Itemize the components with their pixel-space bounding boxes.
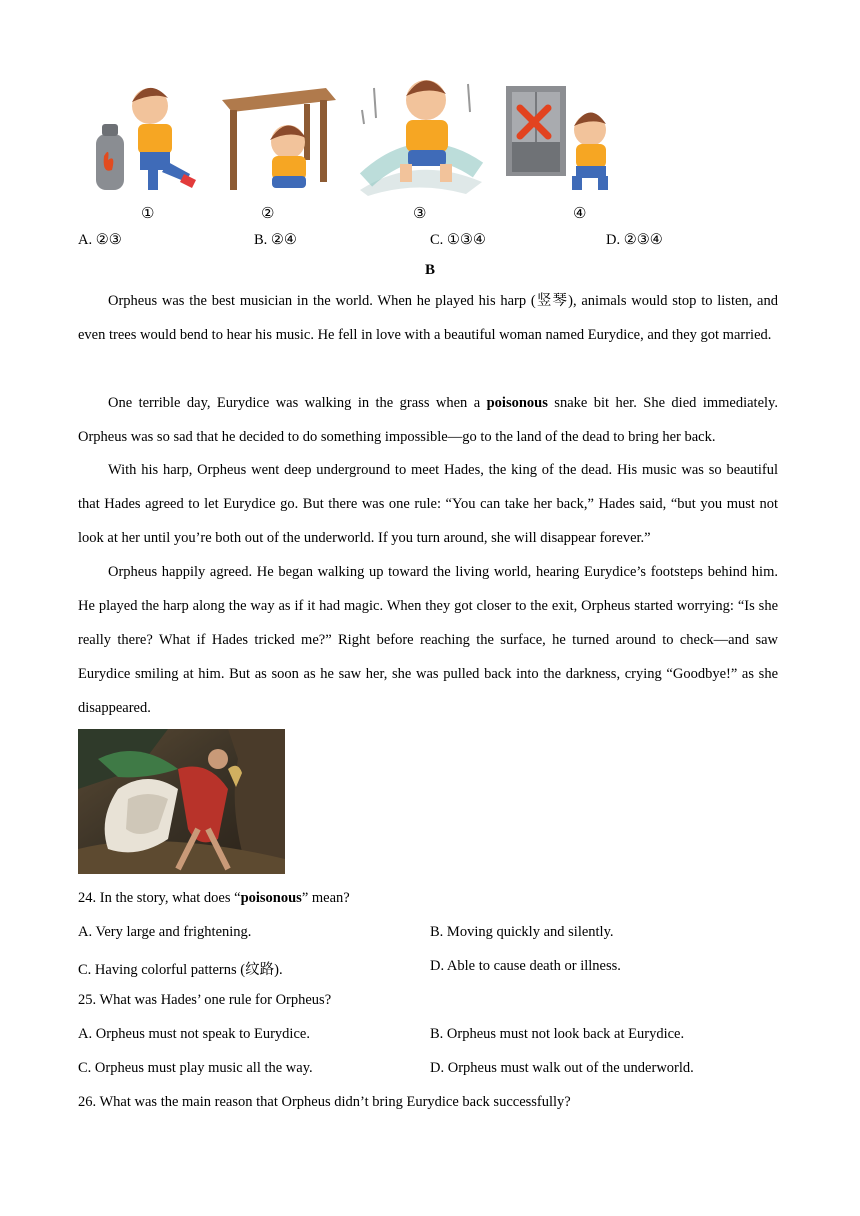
q25-option-c: C. Orpheus must play music all the way. [78,1060,313,1076]
paragraph-1: Orpheus was the best musician in the world. When he played his harp (竖琴), animals would stop to listen, and even trees would bend to hear his music. He fell in love with a beautiful woman named Eurydice, and they got married. [78,293,778,343]
paragraph-3: With his harp, Orpheus went deep underground to meet Hades, the king of the dead. His music was so beautiful that Hades agreed to let Eurydice go. But there was one rule: “You can take her back,” Hades said, “but you must not look at her until you’re both out of the underworld. If you turn around, she will disappear forever.” [78,462,778,546]
q24-option-c: C. Having colorful patterns (纹路). [78,962,283,978]
section-title: B [424,262,435,278]
boy-kicking-gas-cylinder-icon [88,76,200,198]
q24-option-a: A. Very large and frightening. [78,924,252,940]
option-c: C. ①③④ [430,232,486,248]
question-24: 24. In the story, what does “poisonous” mean? [78,890,350,906]
q24-option-b: B. Moving quickly and silently. [430,924,614,940]
option-d: D. ②③④ [606,232,663,248]
q25-option-a: A. Orpheus must not speak to Eurydice. [78,1026,310,1042]
picture-label-1: ① [141,206,155,222]
paragraph-4: Orpheus happily agreed. He began walking up toward the living world, hearing Eurydice’s footsteps behind him. He played the harp along the way as if it had magic. When they got closer to the exit, Orpheus started worrying: “Is she really there? What if Hades tricked me?” Right before reaching the surface, he turned around to check—and saw Eurydice smiling at him. But as soon as he saw her, she was pulled back into the darkness, crying “Goodbye!” as she disappeared. [78,564,778,716]
option-b: B. ②④ [254,232,297,248]
picture-label-4: ④ [573,206,587,222]
question-25: 25. What was Hades’ one rule for Orpheus? [78,992,332,1008]
picture-label-3: ③ [413,206,427,222]
option-a: A. ②③ [78,232,122,248]
boy-hiding-under-table-icon [220,82,338,194]
keyword-poisonous: poisonous [486,395,548,411]
boy-running-from-elevator-icon [504,84,616,196]
picture-label-2: ② [261,206,275,222]
orpheus-eurydice-painting-icon [78,729,285,874]
q25-option-b: B. Orpheus must not look back at Eurydice. [430,1026,685,1042]
paragraph-2: One terrible day, Eurydice was walking in the grass when a poisonous snake bit her. She died immediately. Orpheus was so sad that he decided to do something impossible—go to the land of the dead to bring her back. [78,395,778,445]
question-26: 26. What was the main reason that Orpheus didn’t bring Eurydice back successfully? [78,1094,571,1110]
q24-option-d: D. Able to cause death or illness. [430,958,621,974]
boy-jumping-during-earthquake-icon [356,70,486,198]
q25-option-d: D. Orpheus must walk out of the underworld. [430,1060,694,1076]
